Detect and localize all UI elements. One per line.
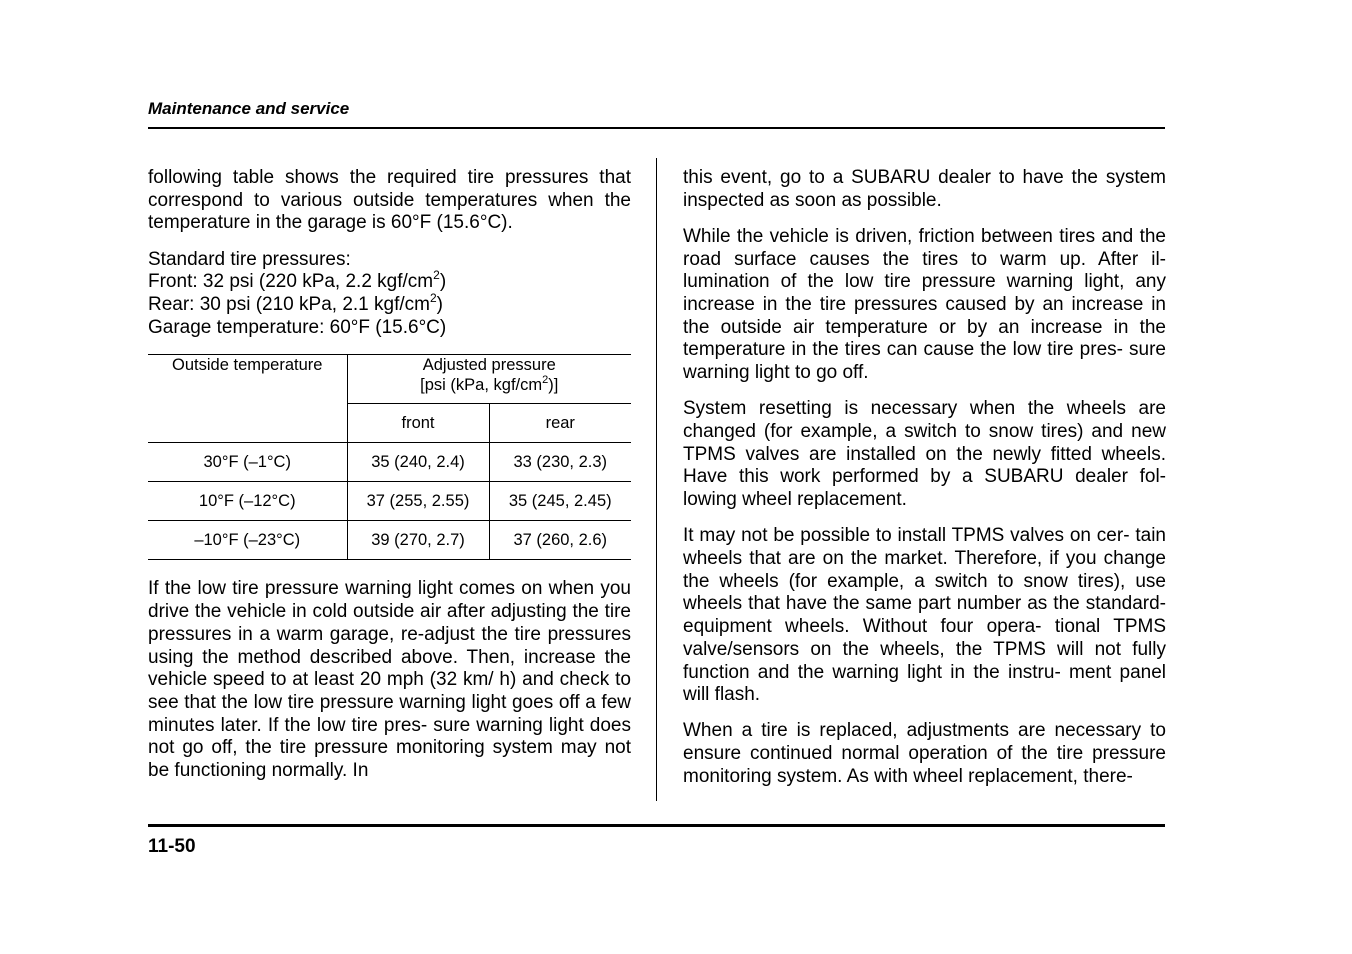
pressure-table <box>148 354 631 560</box>
warning-paragraph: If the low tire pressure warning light comes on when you drive the vehicle in cold outside air after adjusting the tire pressures in a warm garage, re-adjust the tire pressures using the method described above. Then, increase the vehicle speed to at least 20 mph (32 km/ h) and check to see that the low tire pressure warning light goes off a few minutes later. If the low tire pres- sure warning light does not go off, the tire pressure monitoring system may not be functioning normally. In <box>148 578 631 782</box>
standard-pressures <box>148 249 631 340</box>
footer-rule <box>148 824 1165 827</box>
right-column <box>683 167 1166 802</box>
cell-front: 39 (270, 2.7) <box>347 521 489 560</box>
page-number: 11-50 <box>148 836 196 857</box>
header-adjusted-pressure: Adjusted pressure [psi (kPa, kgf/$cm^2$)] <box>347 355 631 404</box>
section-header: Maintenance and service <box>148 99 350 118</box>
cell-front: 37 (255, 2.55) <box>347 482 489 521</box>
header-rule <box>148 127 1165 129</box>
header-outside-temperature: Outside temperature <box>148 355 347 443</box>
rear-pressure: Rear: 30 psi (210 kPa, 2.1 kgf/$cm^2$) <box>148 291 443 316</box>
paragraph: System resetting is necessary when the wheels are changed (for example, a switch to snow tires) and new TPMS valves are installed on the newly fitted wheels. Have this work performed by a SUBARU dealer fol- lowing wheel replacement. <box>683 398 1166 511</box>
garage-temperature: Garage temperature: 60°F (15.6°C) <box>148 316 447 338</box>
table-row <box>148 521 631 560</box>
table-header-row <box>148 355 631 404</box>
cell-temp: 30°F (–1°C) <box>148 443 347 482</box>
header-rear: rear <box>489 404 631 443</box>
cell-rear: 33 (230, 2.3) <box>489 443 631 482</box>
cell-front: 35 (240, 2.4) <box>347 443 489 482</box>
header-front: front <box>347 404 489 443</box>
standard-heading: Standard tire pressures: <box>148 248 351 270</box>
cell-temp: 10°F (–12°C) <box>148 482 347 521</box>
front-pressure: Front: 32 psi (220 kPa, 2.2 kgf/$cm^2$) <box>148 268 447 293</box>
paragraph: It may not be possible to install TPMS valves on cer- tain wheels that are on the market. Therefore, if you change the wheels (for example, a switch to snow tires), use wheels that have the same part number as the standard-equipment wheels. Without four opera- tional TPMS valve/sensors on the wheels, the TPMS will not fully function and the warning light in the instru- ment panel will flash. <box>683 525 1166 706</box>
cell-rear: 37 (260, 2.6) <box>489 521 631 560</box>
cell-rear: 35 (245, 2.45) <box>489 482 631 521</box>
paragraph: this event, go to a SUBARU dealer to have the system inspected as soon as possible. <box>683 167 1166 211</box>
cell-temp: –10°F (–23°C) <box>148 521 347 560</box>
paragraph: While the vehicle is driven, friction between tires and the road surface causes the tires to warm up. After il- lumination of the low tire pressure warning light, any increase in the tire pressures caused by an increase in the outside air temperature or by an increase in the temperature in the tires can cause the low tire pres- sure warning light to go off. <box>683 225 1166 384</box>
table-row <box>148 443 631 482</box>
paragraph: When a tire is replaced, adjustments are necessary to ensure continued normal operation of the tire pressure monitoring system. As with wheel replacement, there- <box>683 720 1166 787</box>
table-row <box>148 482 631 521</box>
left-column <box>148 167 631 796</box>
intro-paragraph: following table shows the required tire pressures that correspond to various outside temperatures when the temperature in the garage is 60°F (15.6°C). <box>148 167 631 234</box>
column-divider <box>656 158 657 801</box>
